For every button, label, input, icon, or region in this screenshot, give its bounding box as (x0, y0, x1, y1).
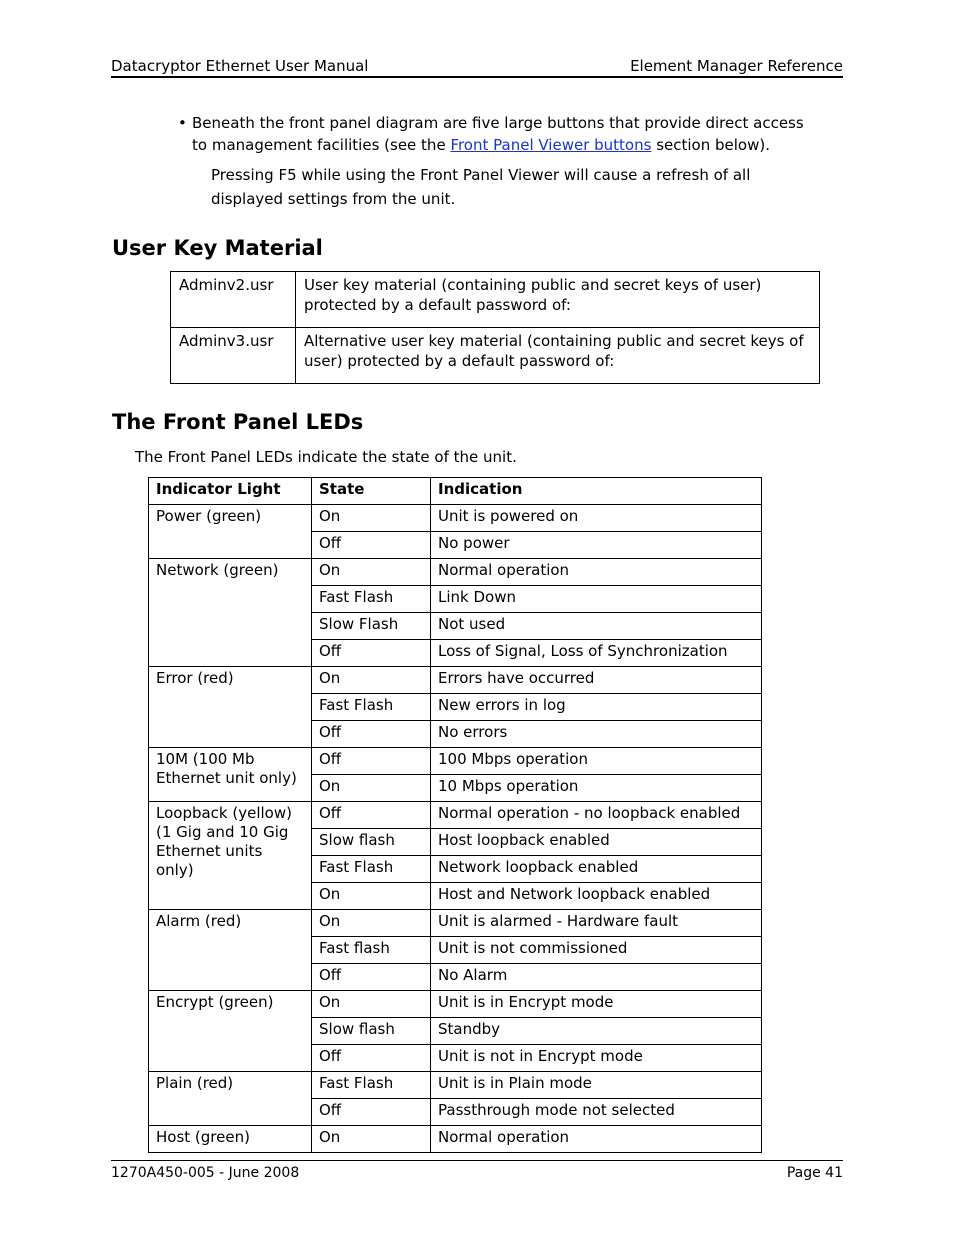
header-manual-title: Datacryptor Ethernet User Manual (111, 57, 369, 75)
state-cell: Off (312, 1045, 431, 1072)
state-cell: Off (312, 748, 431, 775)
table-row (149, 505, 762, 532)
table-row (149, 559, 762, 586)
table-row (149, 991, 762, 1018)
key-file-cell: Adminv3.usr (171, 328, 296, 384)
indication-cell: Normal operation - no loopback enabled (431, 802, 762, 829)
bullet-text (192, 112, 822, 156)
state-cell: On (312, 991, 431, 1018)
indication-cell: Unit is powered on (431, 505, 762, 532)
state-cell: On (312, 883, 431, 910)
indication-cell: Unit is in Plain mode (431, 1072, 762, 1099)
state-cell: Fast flash (312, 937, 431, 964)
indication-cell: Standby (431, 1018, 762, 1045)
indication-cell: New errors in log (431, 694, 762, 721)
front-panel-leds-table (148, 477, 762, 1153)
indication-cell: Link Down (431, 586, 762, 613)
front-panel-viewer-buttons-link[interactable]: Front Panel Viewer buttons (450, 136, 652, 154)
state-cell: Off (312, 721, 431, 748)
state-cell: On (312, 559, 431, 586)
indication-cell: Not used (431, 613, 762, 640)
indicator-light-cell: Alarm (red) (149, 910, 312, 991)
state-cell: Fast Flash (312, 694, 431, 721)
state-cell: On (312, 775, 431, 802)
state-cell: Fast Flash (312, 856, 431, 883)
footer-document-id: 1270A450-005 - June 2008 (111, 1165, 300, 1181)
table-row (149, 1126, 762, 1153)
indication-cell: 100 Mbps operation (431, 748, 762, 775)
bullet-text-start: Beneath the front panel diagram are five large buttons that provide direct access to management facilities (see the (192, 114, 804, 154)
indication-cell: 10 Mbps operation (431, 775, 762, 802)
indication-cell: Errors have occurred (431, 667, 762, 694)
state-cell: Fast Flash (312, 1072, 431, 1099)
indicator-light-cell: Power (green) (149, 505, 312, 559)
state-cell: Slow flash (312, 1018, 431, 1045)
bullet-dot-icon: • (178, 114, 187, 132)
state-cell: Off (312, 802, 431, 829)
user-key-material-heading: User Key Material (112, 236, 323, 260)
state-cell: Off (312, 964, 431, 991)
indication-cell: No errors (431, 721, 762, 748)
indication-cell: No Alarm (431, 964, 762, 991)
column-header-indicator-light: Indicator Light (149, 478, 312, 505)
header-section-title: Element Manager Reference (630, 57, 843, 75)
table-row (149, 667, 762, 694)
state-cell: On (312, 1126, 431, 1153)
indication-cell: Passthrough mode not selected (431, 1099, 762, 1126)
state-cell: Fast Flash (312, 586, 431, 613)
key-file-cell: Adminv2.usr (171, 272, 296, 328)
page-header (111, 56, 843, 78)
key-description-cell: User key material (containing public and secret keys of user) protected by a default password of: (296, 272, 820, 328)
table-row (149, 802, 762, 829)
state-cell: Slow Flash (312, 613, 431, 640)
state-cell: Off (312, 640, 431, 667)
column-header-indication: Indication (431, 478, 762, 505)
indicator-light-cell: Host (green) (149, 1126, 312, 1153)
indicator-light-cell: Error (red) (149, 667, 312, 748)
indicator-light-cell: Encrypt (green) (149, 991, 312, 1072)
state-cell: On (312, 667, 431, 694)
f5-refresh-note: Pressing F5 while using the Front Panel Viewer will cause a refresh of all displayed settings from the unit. (211, 166, 751, 208)
table-row (149, 1072, 762, 1099)
indication-cell: Normal operation (431, 1126, 762, 1153)
leds-table-body (149, 505, 762, 1153)
indicator-light-cell: Network (green) (149, 559, 312, 667)
indication-cell: Unit is not commissioned (431, 937, 762, 964)
indication-cell: Unit is alarmed - Hardware fault (431, 910, 762, 937)
page-footer (111, 1160, 843, 1181)
table-row (149, 910, 762, 937)
indication-cell: Loss of Signal, Loss of Synchronization (431, 640, 762, 667)
table-row (171, 328, 820, 384)
indication-cell: Unit is not in Encrypt mode (431, 1045, 762, 1072)
state-cell: Off (312, 1099, 431, 1126)
state-cell: On (312, 910, 431, 937)
user-key-material-table (170, 271, 820, 384)
indication-cell: Unit is in Encrypt mode (431, 991, 762, 1018)
state-cell: On (312, 505, 431, 532)
key-description-cell: Alternative user key material (containing public and secret keys of user) protected by a default password of: (296, 328, 820, 384)
footer-page-number: Page 41 (786, 1165, 843, 1181)
indication-cell: Host loopback enabled (431, 829, 762, 856)
state-cell: Slow flash (312, 829, 431, 856)
indicator-light-cell: Loopback (yellow) (1 Gig and 10 Gig Ethernet units only) (149, 802, 312, 910)
state-cell: Off (312, 532, 431, 559)
table-row (149, 748, 762, 775)
bullet-text-end: section below). (651, 136, 770, 154)
indicator-light-cell: Plain (red) (149, 1072, 312, 1126)
indication-cell: No power (431, 532, 762, 559)
front-panel-intro: The Front Panel LEDs indicate the state of the unit. (135, 448, 517, 466)
table-header-row (149, 478, 762, 505)
front-panel-leds-heading: The Front Panel LEDs (112, 410, 364, 434)
indicator-light-cell: 10M (100 Mb Ethernet unit only) (149, 748, 312, 802)
indication-cell: Normal operation (431, 559, 762, 586)
table-row (171, 272, 820, 328)
indication-cell: Network loopback enabled (431, 856, 762, 883)
column-header-state: State (312, 478, 431, 505)
indication-cell: Host and Network loopback enabled (431, 883, 762, 910)
